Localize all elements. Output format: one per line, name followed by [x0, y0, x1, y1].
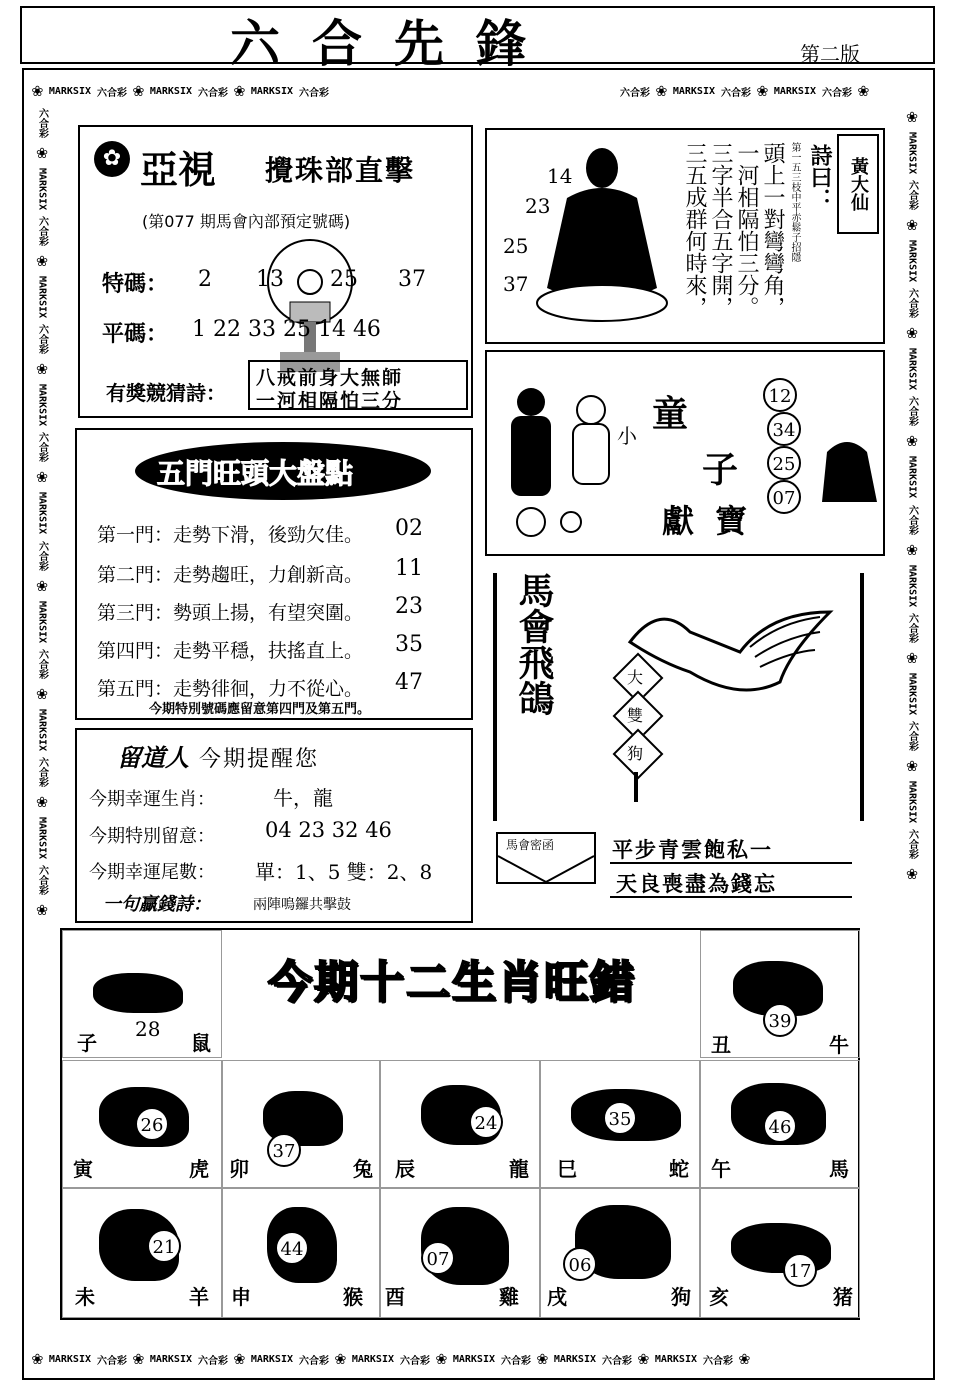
- pot-figure-icon: [817, 432, 882, 512]
- children-figure-icon: [491, 372, 641, 547]
- special-label: 特碼：: [102, 271, 169, 297]
- brand-cn: 六合彩: [906, 612, 918, 643]
- brand-en: MARKSIX: [906, 132, 918, 175]
- flower-icon: ❀: [36, 899, 48, 921]
- zodiac-number: 21: [147, 1229, 181, 1263]
- zodiac-animal: 馬: [829, 1157, 849, 1181]
- flower-icon: ❀: [36, 574, 48, 596]
- zodiac-branch: 卯: [229, 1157, 249, 1181]
- brand-en: MARKSIX: [36, 168, 48, 211]
- lucky-zodiac-label: 今期幸運生肖：: [89, 789, 215, 810]
- huang-daxian-tag: 黃大仙: [837, 134, 879, 234]
- zodiac-cell-rat: [62, 930, 222, 1058]
- lucky-tail-label: 今期幸運尾數：: [89, 862, 215, 883]
- zodiac-branch: 寅: [73, 1157, 93, 1181]
- zodiac-branch: 子: [77, 1031, 97, 1055]
- zodiac-number: 07: [421, 1241, 455, 1275]
- gate-row-2-label: 第二門：走勢趨旺，力創新高。: [97, 564, 364, 586]
- brand-en: MARKSIX: [36, 816, 48, 860]
- brand-cn: 六合彩: [703, 1355, 733, 1367]
- child-title-4: 寶: [715, 502, 748, 540]
- money-poem: 兩陣鳴鑼共擊鼓: [253, 897, 351, 913]
- zodiac-cell-goat: [62, 1188, 222, 1318]
- brand-cn: 六合彩: [906, 504, 918, 535]
- flower-icon: ❀: [36, 142, 48, 163]
- zodiac-animal: 牛: [829, 1033, 849, 1057]
- reminder-panel: [75, 728, 473, 923]
- zodiac-animal: 蛇: [669, 1157, 689, 1181]
- sage-number-4: 37: [503, 272, 529, 296]
- poem-line-3: 三字半合五字開，: [708, 142, 733, 318]
- zodiac-cell-rabbit: [222, 1060, 380, 1188]
- child-number-2: 34: [767, 412, 801, 446]
- flower-icon: ❀: [906, 538, 918, 560]
- brand-en: MARKSIX: [250, 85, 293, 97]
- pigeon-title: 馬會飛鴿: [513, 572, 555, 716]
- zodiac-animal: 猴: [343, 1285, 363, 1309]
- gate-row-5-value: 47: [395, 670, 423, 695]
- zodiac-animal: 雞: [499, 1285, 519, 1309]
- brand-cn: 六合彩: [906, 396, 918, 427]
- brand-cn: 六合彩: [97, 1355, 127, 1367]
- lucky-zodiac-value: 牛，龍: [273, 786, 333, 810]
- zodiac-branch: 辰: [395, 1157, 415, 1181]
- atv-slogan: 攪珠部直擊: [265, 154, 416, 187]
- zodiac-branch: 午: [711, 1157, 731, 1181]
- sage-number-3: 25: [503, 234, 529, 258]
- zodiac-cell-ox: [700, 930, 860, 1058]
- zodiac-animal: 狗: [671, 1285, 691, 1309]
- zodiac-branch: 戌: [547, 1285, 567, 1309]
- zodiac-cell-dragon: [380, 1060, 540, 1188]
- zodiac-animal: 鼠: [191, 1031, 211, 1055]
- brand-en: MARKSIX: [906, 240, 918, 283]
- gate-row-4-label: 第四門：走勢平穩，扶搖直上。: [97, 640, 364, 662]
- gate-row-5-label: 第五門：走勢徘徊，力不從心。: [97, 678, 364, 700]
- flower-icon: ❀: [133, 80, 144, 101]
- flower-icon: ❀: [436, 1348, 447, 1369]
- special-attention-label: 今期特別留意：: [89, 826, 215, 847]
- five-gates-title: 五門旺頭大盤點: [157, 457, 354, 490]
- reminder-title-right: 今期提醒您: [199, 747, 320, 772]
- brand-cn: 六合彩: [501, 1355, 531, 1367]
- brand-cn: 六合彩: [36, 540, 48, 571]
- normal-numbers: 1 22 33 25 14 46: [192, 317, 381, 342]
- brand-en: MARKSIX: [906, 672, 918, 715]
- child-title-1: 童: [652, 393, 689, 435]
- poem-subtitle: 第一五三枝中平赤鬆子招隱: [789, 142, 800, 262]
- flower-icon: ❀: [656, 80, 667, 101]
- flower-icon: ❀: [906, 108, 918, 127]
- poem-line-4: 三五成群何時來，: [682, 142, 707, 318]
- zodiac-cell-rooster: [380, 1188, 540, 1318]
- brand-cn: 六合彩: [620, 87, 650, 99]
- zodiac-branch: 酉: [385, 1285, 405, 1309]
- zodiac-animal: 龍: [509, 1157, 529, 1181]
- riddle-label: 有獎競猜詩：: [106, 381, 226, 405]
- special-number-4: 37: [398, 267, 426, 292]
- zodiac-animal: 兔: [353, 1157, 373, 1181]
- brand-cn: 六合彩: [36, 324, 48, 355]
- child-number-4: 07: [767, 480, 801, 514]
- sage-number-2: 23: [525, 194, 551, 218]
- child-number-3: 25: [767, 446, 801, 480]
- brand-en: MARKSIX: [351, 1353, 394, 1365]
- brand-en: MARKSIX: [36, 384, 48, 427]
- zodiac-cell-pig: [700, 1188, 860, 1318]
- brand-cn: 六合彩: [36, 756, 48, 787]
- brand-en: MARKSIX: [672, 85, 715, 97]
- child-title-3: 獻: [662, 502, 695, 540]
- edition-label: 第二版: [800, 42, 860, 66]
- brand-cn: 六合彩: [97, 87, 127, 99]
- brand-cn: 六合彩: [721, 87, 751, 99]
- pigeon-line-1: 平步青雲飽私一: [612, 837, 773, 862]
- brand-en: MARKSIX: [452, 1353, 495, 1365]
- pigeon-line-2: 天良喪盡為錢忘: [616, 871, 777, 896]
- zodiac-number: 44: [275, 1231, 309, 1265]
- flower-icon: ❀: [858, 80, 869, 101]
- child-title-2: 子: [702, 449, 739, 491]
- flower-icon: ❀: [537, 1348, 548, 1369]
- zodiac-branch: 巳: [557, 1157, 577, 1181]
- pigeon-rule-1: [610, 862, 852, 864]
- zodiac-branch: 申: [231, 1285, 251, 1309]
- flower-icon: ❀: [32, 80, 43, 101]
- zodiac-number: 37: [267, 1133, 301, 1167]
- brand-en: MARKSIX: [48, 1353, 91, 1365]
- brand-en: MARKSIX: [36, 600, 48, 643]
- zodiac-cell-horse: [700, 1060, 860, 1188]
- zodiac-number: 17: [783, 1253, 817, 1287]
- flower-icon: ❀: [133, 1348, 144, 1369]
- brand-en: MARKSIX: [48, 85, 91, 97]
- child-number-1: 12: [763, 378, 797, 412]
- flower-icon: ❀: [906, 646, 918, 668]
- gate-row-2-value: 11: [395, 556, 423, 581]
- brand-cn: 六合彩: [400, 1355, 430, 1367]
- brand-en: MARKSIX: [149, 1353, 192, 1365]
- brand-en: MARKSIX: [906, 564, 918, 607]
- five-gates-note: 今期特別號碼應留意第四門及第五門。: [149, 702, 371, 717]
- flower-icon: ❀: [36, 358, 48, 380]
- zodiac-branch: 未: [75, 1285, 95, 1309]
- flower-icon: ❀: [906, 214, 918, 236]
- brand-en: MARKSIX: [906, 780, 918, 824]
- brand-cn: 六合彩: [198, 1355, 228, 1367]
- envelope-label: 馬會密函: [506, 838, 555, 852]
- poem-title: 詩曰：: [807, 144, 833, 210]
- poem-line-1: 頭上一對彎彎角，: [760, 142, 785, 318]
- money-poem-label: 一句贏錢詩：: [103, 894, 211, 915]
- riddle-box: [248, 360, 468, 410]
- brand-cn: 六合彩: [198, 87, 228, 99]
- flower-icon: ❀: [36, 466, 48, 488]
- brand-en: MARKSIX: [36, 708, 48, 751]
- masthead-title: 六合先鋒: [230, 14, 558, 73]
- zodiac-branch: 亥: [709, 1285, 729, 1309]
- brand-cn: 六合彩: [299, 87, 329, 99]
- huang-daxian-panel: [485, 128, 885, 344]
- tag-string: [634, 772, 638, 802]
- zodiac-title: 今期十二生肖旺錯: [268, 957, 636, 1008]
- brand-cn: 六合彩: [299, 1355, 329, 1367]
- special-number-3: 25: [330, 267, 358, 292]
- pigeon-tag-3: 狗: [627, 744, 644, 763]
- flower-icon: ❀: [36, 790, 48, 812]
- flower-icon: ❀: [757, 80, 768, 101]
- flower-icon: ❀: [906, 430, 918, 452]
- brand-en: MARKSIX: [654, 1353, 697, 1365]
- flower-icon: ❀: [36, 250, 48, 272]
- brand-cn: 六合彩: [906, 180, 918, 211]
- flower-icon: ❀: [739, 1348, 750, 1369]
- brand-cn: 六合彩: [36, 432, 48, 463]
- gate-row-4-value: 35: [395, 632, 423, 657]
- lucky-tail-value: 單：1、5 雙：2、8: [255, 860, 433, 884]
- flower-icon: ❀: [906, 322, 918, 344]
- zodiac-number: 35: [603, 1101, 637, 1135]
- zodiac-cell-dog: [540, 1188, 700, 1318]
- zodiac-number: 26: [135, 1107, 169, 1141]
- border-strip-bottom: [32, 1348, 927, 1370]
- zodiac-number: 24: [469, 1105, 503, 1139]
- border-strip-right: [900, 108, 924, 1344]
- riddle-line-2: 一河相隔怕三分: [256, 390, 404, 412]
- pigeon-tag-2: 雙: [627, 706, 644, 725]
- atv-logo-text: 亞視: [140, 147, 217, 192]
- brand-en: MARKSIX: [149, 85, 192, 97]
- zodiac-number: 46: [763, 1109, 797, 1143]
- rat-icon: [93, 973, 183, 1013]
- zodiac-number: 39: [763, 1003, 797, 1037]
- flower-icon: ❀: [234, 1348, 245, 1369]
- pigeon-rule-2: [610, 896, 852, 898]
- sage-number-1: 14: [547, 164, 573, 188]
- zodiac-animal: 猪: [833, 1285, 853, 1309]
- brand-en: MARKSIX: [906, 348, 918, 391]
- special-number-1: 2: [198, 267, 212, 292]
- riddle-line-1: 八戒前身大無師: [256, 367, 404, 389]
- zodiac-cell-snake: [540, 1060, 700, 1188]
- flower-icon: ❀: [36, 682, 48, 704]
- brand-cn: 六合彩: [36, 216, 48, 247]
- pigeon-icon: [620, 592, 850, 722]
- brand-cn: 六合彩: [906, 829, 918, 860]
- poem-line-2: 一河相隔怕三分。: [734, 142, 759, 318]
- gate-row-1-label: 第一門：走勢下滑，後勁欠佳。: [97, 524, 364, 546]
- brand-en: MARKSIX: [36, 492, 48, 535]
- brand-cn: 六合彩: [602, 1355, 632, 1367]
- brand-cn: 六合彩: [36, 648, 48, 679]
- pigeon-right-rule: [860, 573, 864, 821]
- brand-cn: 六合彩: [36, 108, 48, 138]
- five-gates-panel: [75, 428, 473, 720]
- brand-en: MARKSIX: [906, 456, 918, 499]
- zodiac-number: 06: [563, 1247, 597, 1281]
- special-number-2: 13: [256, 267, 284, 292]
- brand-en: MARKSIX: [250, 1353, 293, 1365]
- zodiac-animal: 虎: [189, 1157, 209, 1181]
- gate-row-3-label: 第三門：勢頭上揚，有望突圍。: [97, 602, 364, 624]
- flower-icon: ❀: [906, 863, 918, 885]
- atv-logo-icon: ✿: [94, 141, 130, 177]
- brand-cn: 六合彩: [822, 87, 852, 99]
- gate-row-1-value: 02: [395, 516, 423, 541]
- zodiac-cell-monkey: [222, 1188, 380, 1318]
- brand-cn: 六合彩: [906, 720, 918, 751]
- envelope-icon: [496, 832, 596, 884]
- lottery-machine-icon: [260, 227, 360, 377]
- reminder-title-left: 留道人: [117, 743, 189, 772]
- brand-en: MARKSIX: [553, 1353, 596, 1365]
- flower-icon: ❀: [638, 1348, 649, 1369]
- brand-cn: 六合彩: [36, 865, 48, 896]
- border-strip-top-left: [32, 80, 342, 102]
- flower-icon: ❀: [234, 80, 245, 101]
- brand-cn: 六合彩: [906, 288, 918, 319]
- brand-en: MARKSIX: [36, 276, 48, 319]
- child-small: 小: [617, 424, 637, 448]
- border-strip-left: [30, 108, 54, 1344]
- asia-tv-panel: [78, 125, 473, 418]
- brand-en: MARKSIX: [773, 85, 816, 97]
- special-attention-numbers: 04 23 32 46: [265, 818, 392, 842]
- pigeon-tag-1: 大: [627, 668, 644, 687]
- zodiac-cell-tiger: [62, 1060, 222, 1188]
- flower-icon: ❀: [32, 1348, 43, 1369]
- border-strip-top-right: [620, 80, 925, 102]
- flower-icon: ❀: [906, 754, 918, 776]
- zodiac-animal: 羊: [189, 1285, 209, 1309]
- pigeon-left-rule: [493, 573, 497, 821]
- flower-icon: ❀: [335, 1348, 346, 1369]
- zodiac-branch: 丑: [711, 1033, 731, 1057]
- gate-row-3-value: 23: [395, 594, 423, 619]
- issue-note: (第077 期馬會內部預定號碼): [142, 212, 351, 231]
- zodiac-number: 28: [135, 1017, 161, 1041]
- normal-label: 平碼：: [102, 321, 169, 347]
- child-treasure-panel: [485, 350, 885, 556]
